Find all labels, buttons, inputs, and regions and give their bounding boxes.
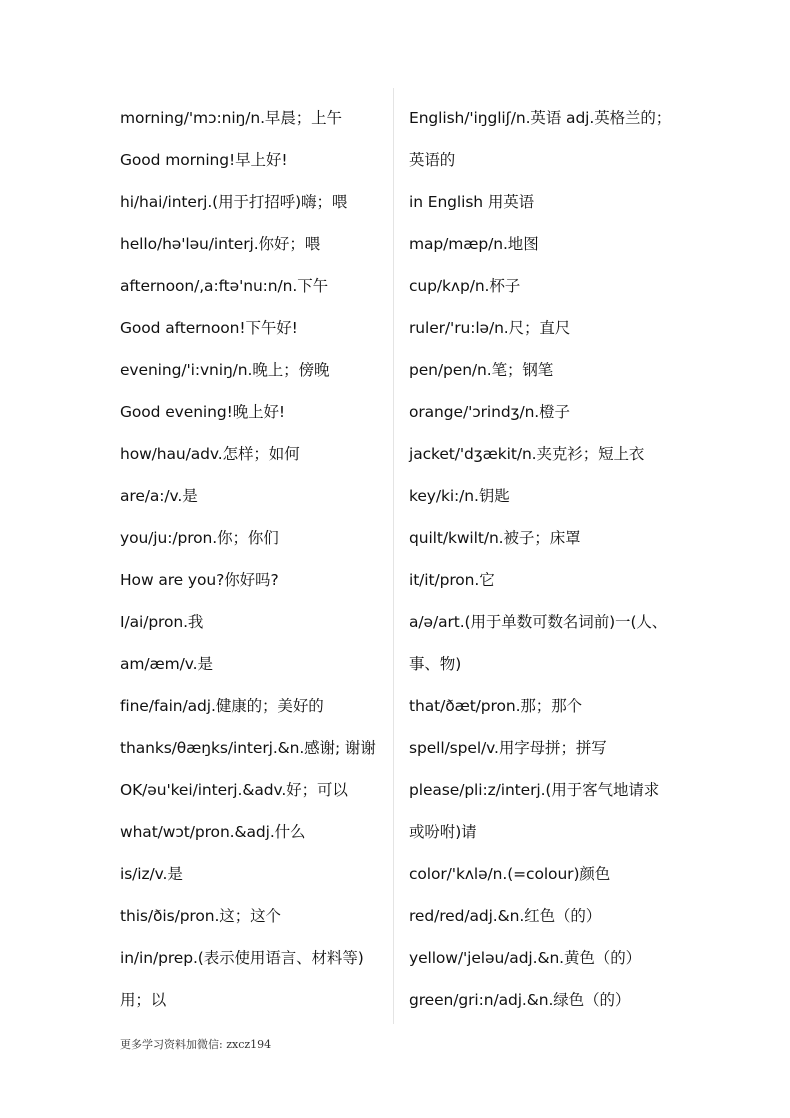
vocab-line: in/in/prep.(表示使用语言、材料等) xyxy=(120,949,364,967)
vocab-line: quilt/kwilt/n.被子；床罩 xyxy=(409,529,581,547)
footer-note: 更多学习资料加微信: zxcz194 xyxy=(120,1038,272,1051)
vocab-line: English/'iŋgliʃ/n.英语 adj.英格兰的； xyxy=(409,109,672,127)
vocab-line: color/'kʌlə/n.(=colour)颜色 xyxy=(409,865,611,883)
vocab-line: 事、物) xyxy=(409,655,462,673)
vocab-line: am/æm/v.是 xyxy=(120,655,213,673)
vocab-line: 英语的 xyxy=(409,151,456,169)
vocab-line: morning/'mɔ:niŋ/n.早晨；上午 xyxy=(120,109,342,127)
vocab-line: how/hau/adv.怎样；如何 xyxy=(120,445,300,463)
vocab-line: that/ðæt/pron.那；那个 xyxy=(409,697,583,715)
vocab-line: green/gri:n/adj.&n.绿色（的） xyxy=(409,991,631,1009)
left-column xyxy=(120,97,388,1021)
vocab-line: what/wɔt/pron.&adj.什么 xyxy=(120,823,306,841)
vocab-line: red/red/adj.&n.红色（的） xyxy=(409,907,602,925)
vocab-line: thanks/θæŋks/interj.&n.感谢; 谢谢 xyxy=(120,739,376,757)
vocab-line: this/ðis/pron.这；这个 xyxy=(120,907,281,925)
vocab-line: jacket/'dʒækit/n.夹克衫；短上衣 xyxy=(409,445,645,463)
vocab-line: Good afternoon!下午好! xyxy=(120,319,298,337)
vocab-line: are/a:/v.是 xyxy=(120,487,198,505)
vocab-line: Good evening!晚上好! xyxy=(120,403,286,421)
vocab-line: key/ki:/n.钥匙 xyxy=(409,487,510,505)
vocab-line: fine/fain/adj.健康的；美好的 xyxy=(120,697,324,715)
vocab-line: ruler/'ru:lə/n.尺；直尺 xyxy=(409,319,571,337)
vocab-line: I/ai/pron.我 xyxy=(120,613,204,631)
vocab-line: in English 用英语 xyxy=(409,193,535,211)
vocab-line: hi/hai/interj.(用于打招呼)嗨；喂 xyxy=(120,193,348,211)
vocab-line: it/it/pron.它 xyxy=(409,571,495,589)
right-column xyxy=(409,97,689,1021)
vocab-line: you/ju:/pron.你；你们 xyxy=(120,529,279,547)
vocab-line: hello/hə'ləu/interj.你好；喂 xyxy=(120,235,321,253)
vocab-line: Good morning!早上好! xyxy=(120,151,288,169)
vocab-line: evening/'i:vniŋ/n.晚上；傍晚 xyxy=(120,361,330,379)
vocab-line: map/mæp/n.地图 xyxy=(409,235,539,253)
vocab-line: cup/kʌp/n.杯子 xyxy=(409,277,521,295)
vocab-line: is/iz/v.是 xyxy=(120,865,183,883)
vocab-line: orange/'ɔrindʒ/n.橙子 xyxy=(409,403,570,421)
vocab-line: a/ə/art.(用于单数可数名词前)一(人、 xyxy=(409,613,668,631)
column-divider xyxy=(393,88,394,1024)
vocab-line: OK/əu'kei/interj.&adv.好；可以 xyxy=(120,781,348,799)
vocab-line: pen/pen/n.笔；钢笔 xyxy=(409,361,554,379)
vocab-line: spell/spel/v.用字母拼；拼写 xyxy=(409,739,607,757)
vocab-line: How are you?你好吗? xyxy=(120,571,279,589)
vocab-line: 用；以 xyxy=(120,991,167,1009)
vocab-line: please/pli:z/interj.(用于客气地请求 xyxy=(409,781,660,799)
vocab-line: 或吩咐)请 xyxy=(409,823,477,841)
vocab-line: yellow/'jeləu/adj.&n.黄色（的） xyxy=(409,949,642,967)
vocab-line: afternoon/,a:ftə'nu:n/n.下午 xyxy=(120,277,329,295)
